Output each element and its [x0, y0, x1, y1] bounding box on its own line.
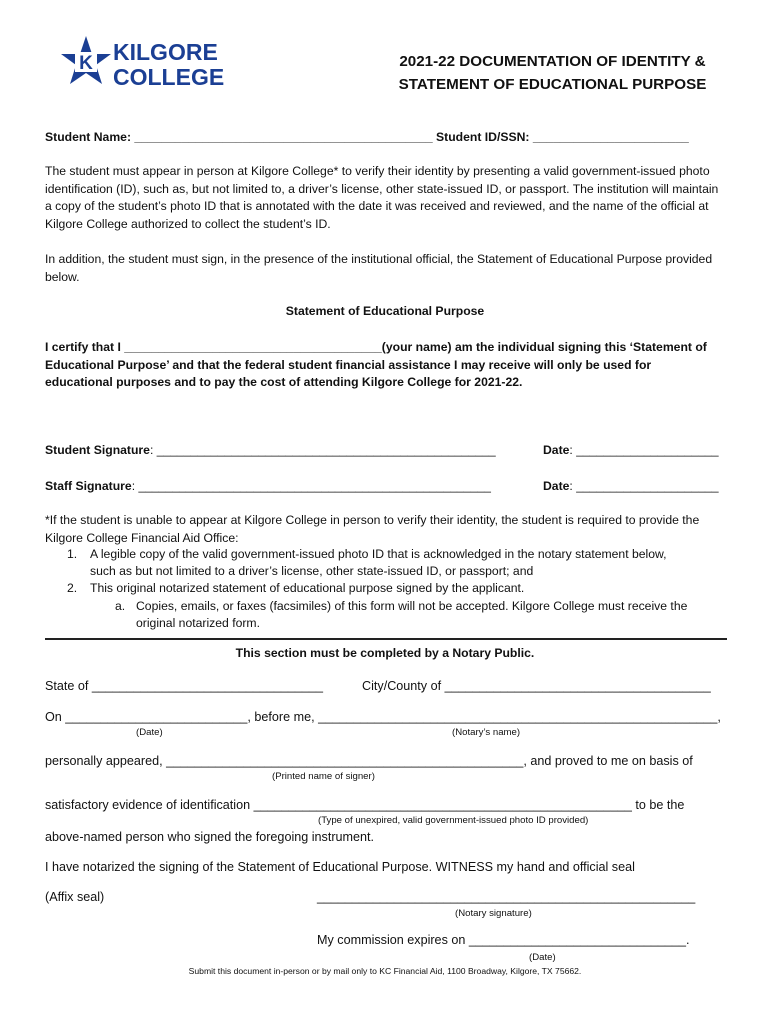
- sub-item-a-line-2: original notarized form.: [136, 616, 260, 630]
- printed-name-caption: (Printed name of signer): [272, 771, 375, 782]
- commission-date-caption: (Date): [529, 952, 556, 963]
- notary-signature-caption: (Notary signature): [455, 908, 532, 919]
- notary-name-caption: (Notary’s name): [452, 727, 521, 738]
- staff-signature-row: [45, 479, 491, 493]
- list-item-1-line-1: A legible copy of the valid government-issued photo ID that is acknowledged in the notary statement below,: [90, 547, 667, 561]
- student-signature-field[interactable]: : __________________________________________________: [149, 443, 496, 457]
- staff-date-field[interactable]: : _____________________: [569, 479, 719, 493]
- student-date-label: Date: [543, 443, 570, 457]
- svg-text:COLLEGE: COLLEGE: [113, 64, 225, 90]
- kilgore-college-logo: [55, 34, 235, 96]
- on-date-notary-line[interactable]: On __________________________, before me, _________________________________________________________,: [45, 710, 721, 724]
- above-named-line: above-named person who signed the foregoing instrument.: [45, 830, 375, 844]
- state-field[interactable]: State of _________________________________: [45, 679, 324, 693]
- student-name-label: Student Name:: [45, 130, 135, 144]
- identification-evidence-line[interactable]: satisfactory evidence of identification ______________________________________________________ to be the: [45, 798, 685, 812]
- student-date-field[interactable]: : _____________________: [569, 443, 719, 457]
- svg-text:KILGORE: KILGORE: [113, 39, 218, 65]
- staff-date-label: Date: [543, 479, 570, 493]
- section-divider: [45, 638, 727, 640]
- list-number-2: 2.: [67, 581, 78, 595]
- student-name-field[interactable]: ____________________________________________: [134, 130, 433, 144]
- list-number-1: 1.: [67, 547, 78, 561]
- staff-signature-label: Staff Signature: [45, 479, 132, 493]
- title-line-2: STATEMENT OF EDUCATIONAL PURPOSE: [398, 76, 707, 93]
- notary-heading: This section must be completed by a Notary Public.: [235, 646, 535, 660]
- kilgore-star-icon: [55, 34, 235, 96]
- witness-line: I have notarized the signing of the Statement of Educational Purpose. WITNESS my hand and official seal: [45, 860, 635, 874]
- student-signature-row: [45, 443, 496, 457]
- student-id-field[interactable]: _______________________: [532, 130, 689, 144]
- student-signature-label: Student Signature: [45, 443, 150, 457]
- date-caption: (Date): [136, 727, 163, 738]
- document-title: [380, 50, 725, 96]
- sub-item-a-line-1: Copies, emails, or faxes (facsimiles) of this form will not be accepted. Kilgore College must receive the: [136, 599, 688, 613]
- list-item-1-line-2: such as but not limited to a driver’s license, other state-issued ID, or passport; and: [90, 564, 534, 578]
- svg-text:K: K: [79, 53, 93, 74]
- id-type-caption: (Type of unexpired, valid government-issued photo ID provided): [318, 815, 589, 826]
- commission-expires-line[interactable]: My commission expires on _______________________________.: [317, 933, 690, 947]
- notary-signature-field[interactable]: ______________________________________________________: [317, 890, 696, 904]
- footer-note: Submit this document in-person or by mail only to KC Financial Aid, 1100 Broadway, Kilgore, TX 75662.: [188, 966, 582, 976]
- statement-body: I certify that I ______________________________________(your name) am the individual signing this ‘Statement of Educational Purpose’ and that the federal student financial assistance I may receive will only be used for educational purposes and to pay the cost of attending Kilgore College for 2021-22.: [45, 340, 707, 389]
- intro-paragraph: The student must appear in person at Kilgore College* to verify their identity by presenting a valid government-issued photo identification (ID), such as, but not limited to, a driver’s license, other state-issued ID, or passport. The institution will maintain a copy of the student’s photo ID that is annotated with the date it was received and reviewed, and the name of the official at Kilgore College authorized to collect the student’s ID.: [45, 164, 719, 231]
- title-line-1: 2021-22 DOCUMENTATION OF IDENTITY &: [399, 53, 706, 70]
- county-field[interactable]: City/County of ______________________________________: [362, 679, 711, 693]
- staff-date-row: [543, 479, 719, 493]
- list-item-2-line-1: This original notarized statement of educational purpose signed by the applicant.: [90, 581, 525, 595]
- personally-appeared-line[interactable]: personally appeared, ___________________________________________________, and proved to me on basis of: [45, 754, 693, 768]
- student-info-row: [45, 130, 689, 144]
- sub-item-a-letter: a.: [115, 599, 126, 613]
- student-date-row: [543, 443, 719, 457]
- addition-paragraph: In addition, the student must sign, in the presence of the institutional official, the Statement of Educational Purpose provided below.: [45, 252, 713, 284]
- statement-heading: Statement of Educational Purpose: [285, 304, 485, 318]
- staff-signature-field[interactable]: : ____________________________________________________: [131, 479, 491, 493]
- student-id-label: Student ID/SSN:: [432, 130, 533, 144]
- affix-seal-label: (Affix seal): [45, 890, 105, 904]
- remote-intro: *If the student is unable to appear at Kilgore College in person to verify their identity, the student is required to provide the Kilgore College Financial Aid Office:: [45, 513, 700, 545]
